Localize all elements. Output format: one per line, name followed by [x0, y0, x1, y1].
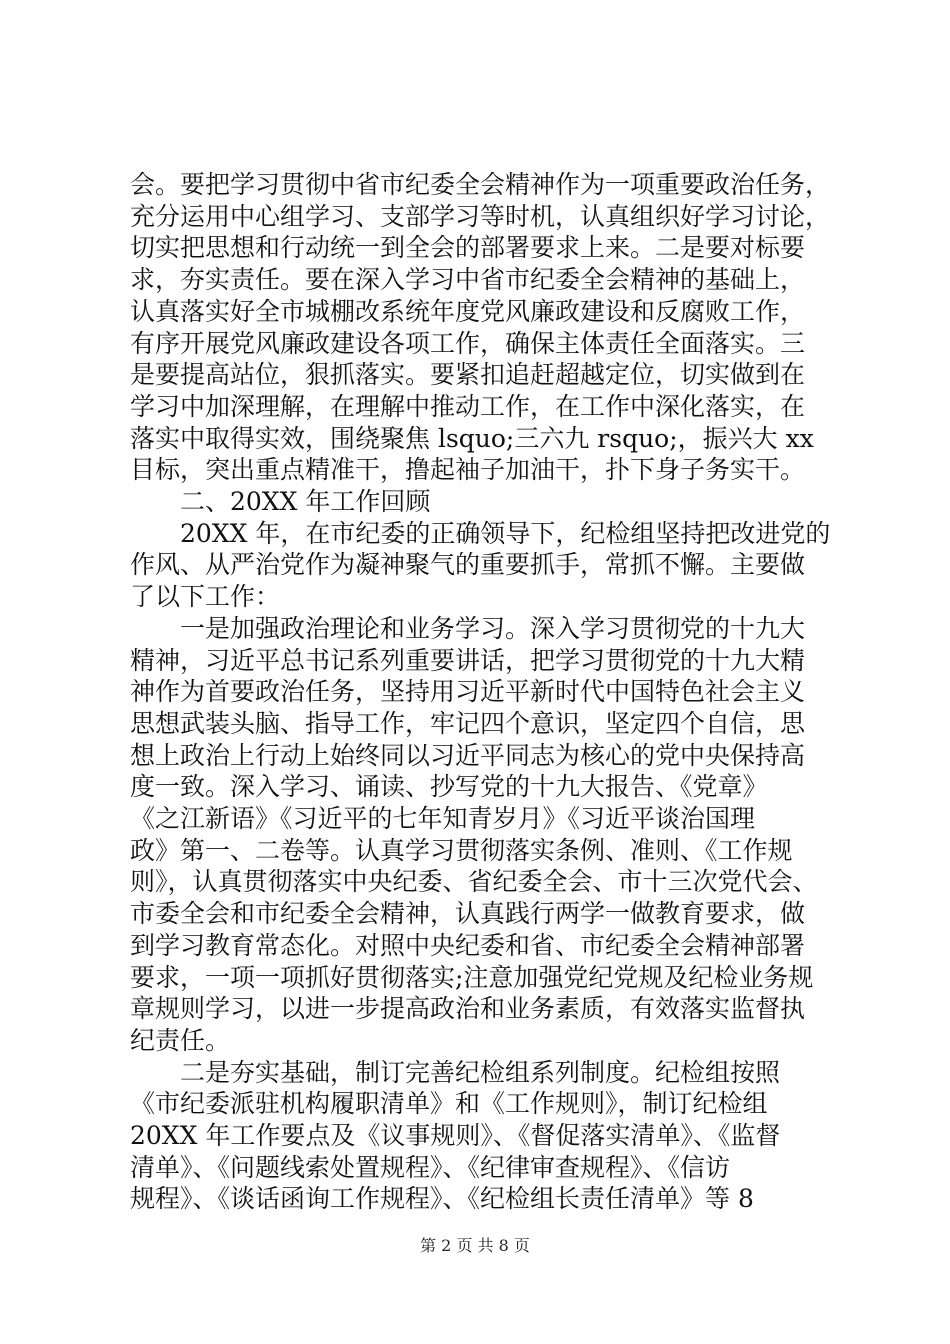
text-line: 市委全会和市纪委全会精神，认真践行两学一做教育要求，做 — [130, 899, 806, 929]
text-line: 《市纪委派驻机构履职清单》和《工作规则》，制订纪检组 — [130, 1089, 768, 1119]
text-line: 了以下工作： — [130, 582, 281, 612]
text-line: 想上政治上行动上始终同以习近平同志为核心的党中央保持高 — [130, 740, 806, 770]
text-line: 二是夯实基础，制订完善纪检组系列制度。纪检组按照 — [130, 1057, 781, 1087]
text-line: 则》，认真贯彻落实中央纪委、省纪委全会、市十三次党代会、 — [130, 867, 818, 897]
text-line: 度一致。深入学习、诵读、抄写党的十九大报告、《党章》 — [130, 772, 768, 802]
text-line: 求，夯实责任。要在深入学习中省市纪委全会精神的基础上， — [130, 265, 806, 295]
page-footer: 第 2 页 共 8 页 — [420, 1236, 530, 1255]
text-line: 目标，突出重点精准干，撸起袖子加油干，扑下身子务实干。 — [130, 455, 806, 485]
text-line: 学习中加深理解，在理解中推动工作，在工作中深化落实，在 — [130, 391, 806, 421]
text-line: 精神，习近平总书记系列重要讲话，把学习贯彻党的十九大精 — [130, 645, 806, 675]
text-line: 《之江新语》《习近平的七年知青岁月》《习近平谈治国理 — [130, 804, 756, 833]
text-line: 会。要把学习贯彻中省市纪委全会精神作为一项重要政治任务， — [130, 170, 830, 199]
text-line: 一是加强政治理论和业务学习。深入学习贯彻党的十九大 — [130, 613, 806, 643]
text-line: 思想武装头脑、指导工作，牢记四个意识，坚定四个自信，思 — [130, 708, 806, 738]
text-line: 20XX 年，在市纪委的正确领导下，纪检组坚持把改进党的 — [130, 518, 830, 548]
text-line: 作风、从严治党作为凝神聚气的重要抓手，常抓不懈。主要做 — [130, 550, 806, 580]
text-line: 清单》、《问题线索处置规程》、《纪律审查规程》、《信访 — [130, 1152, 731, 1182]
text-line: 神作为首要政治任务，坚持用习近平新时代中国特色社会主义 — [130, 677, 806, 707]
text-line: 二、20XX 年工作回顾 — [130, 487, 431, 516]
text-line: 规程》、《谈话函询工作规程》、《纪检组长责任清单》等 8 — [130, 1184, 754, 1214]
text-line: 章规则学习，以进一步提高政治和业务素质，有效落实监督执 — [130, 994, 806, 1024]
text-line: 政》第一、二卷等。认真学习贯彻落实条例、准则、《工作规 — [130, 835, 793, 865]
text-line: 是要提高站位，狠抓落实。要紧扣追赶超越定位，切实做到在 — [130, 360, 806, 390]
text-line: 充分运用中心组学习、支部学习等时机，认真组织好学习讨论， — [130, 201, 830, 231]
text-line: 落实中取得实效，围绕聚焦 lsquo;三六九 rsquo;，振兴大 xx — [130, 423, 814, 453]
text-line: 切实把思想和行动统一到全会的部署要求上来。二是要对标要 — [130, 233, 806, 263]
text-line: 认真落实好全市城棚改系统年度党风廉政建设和反腐败工作， — [130, 296, 806, 326]
text-line: 有序开展党风廉政建设各项工作，确保主体责任全面落实。三 — [130, 328, 806, 358]
text-line: 20XX 年工作要点及《议事规则》、《督促落实清单》、《监督 — [130, 1121, 781, 1150]
text-line: 到学习教育常态化。对照中央纪委和省、市纪委全会精神部署 — [130, 930, 806, 960]
text-line: 要求，一项一项抓好贯彻落实;注意加强党纪党规及纪检业务规 — [130, 962, 814, 992]
text-line: 纪责任。 — [130, 1025, 231, 1055]
